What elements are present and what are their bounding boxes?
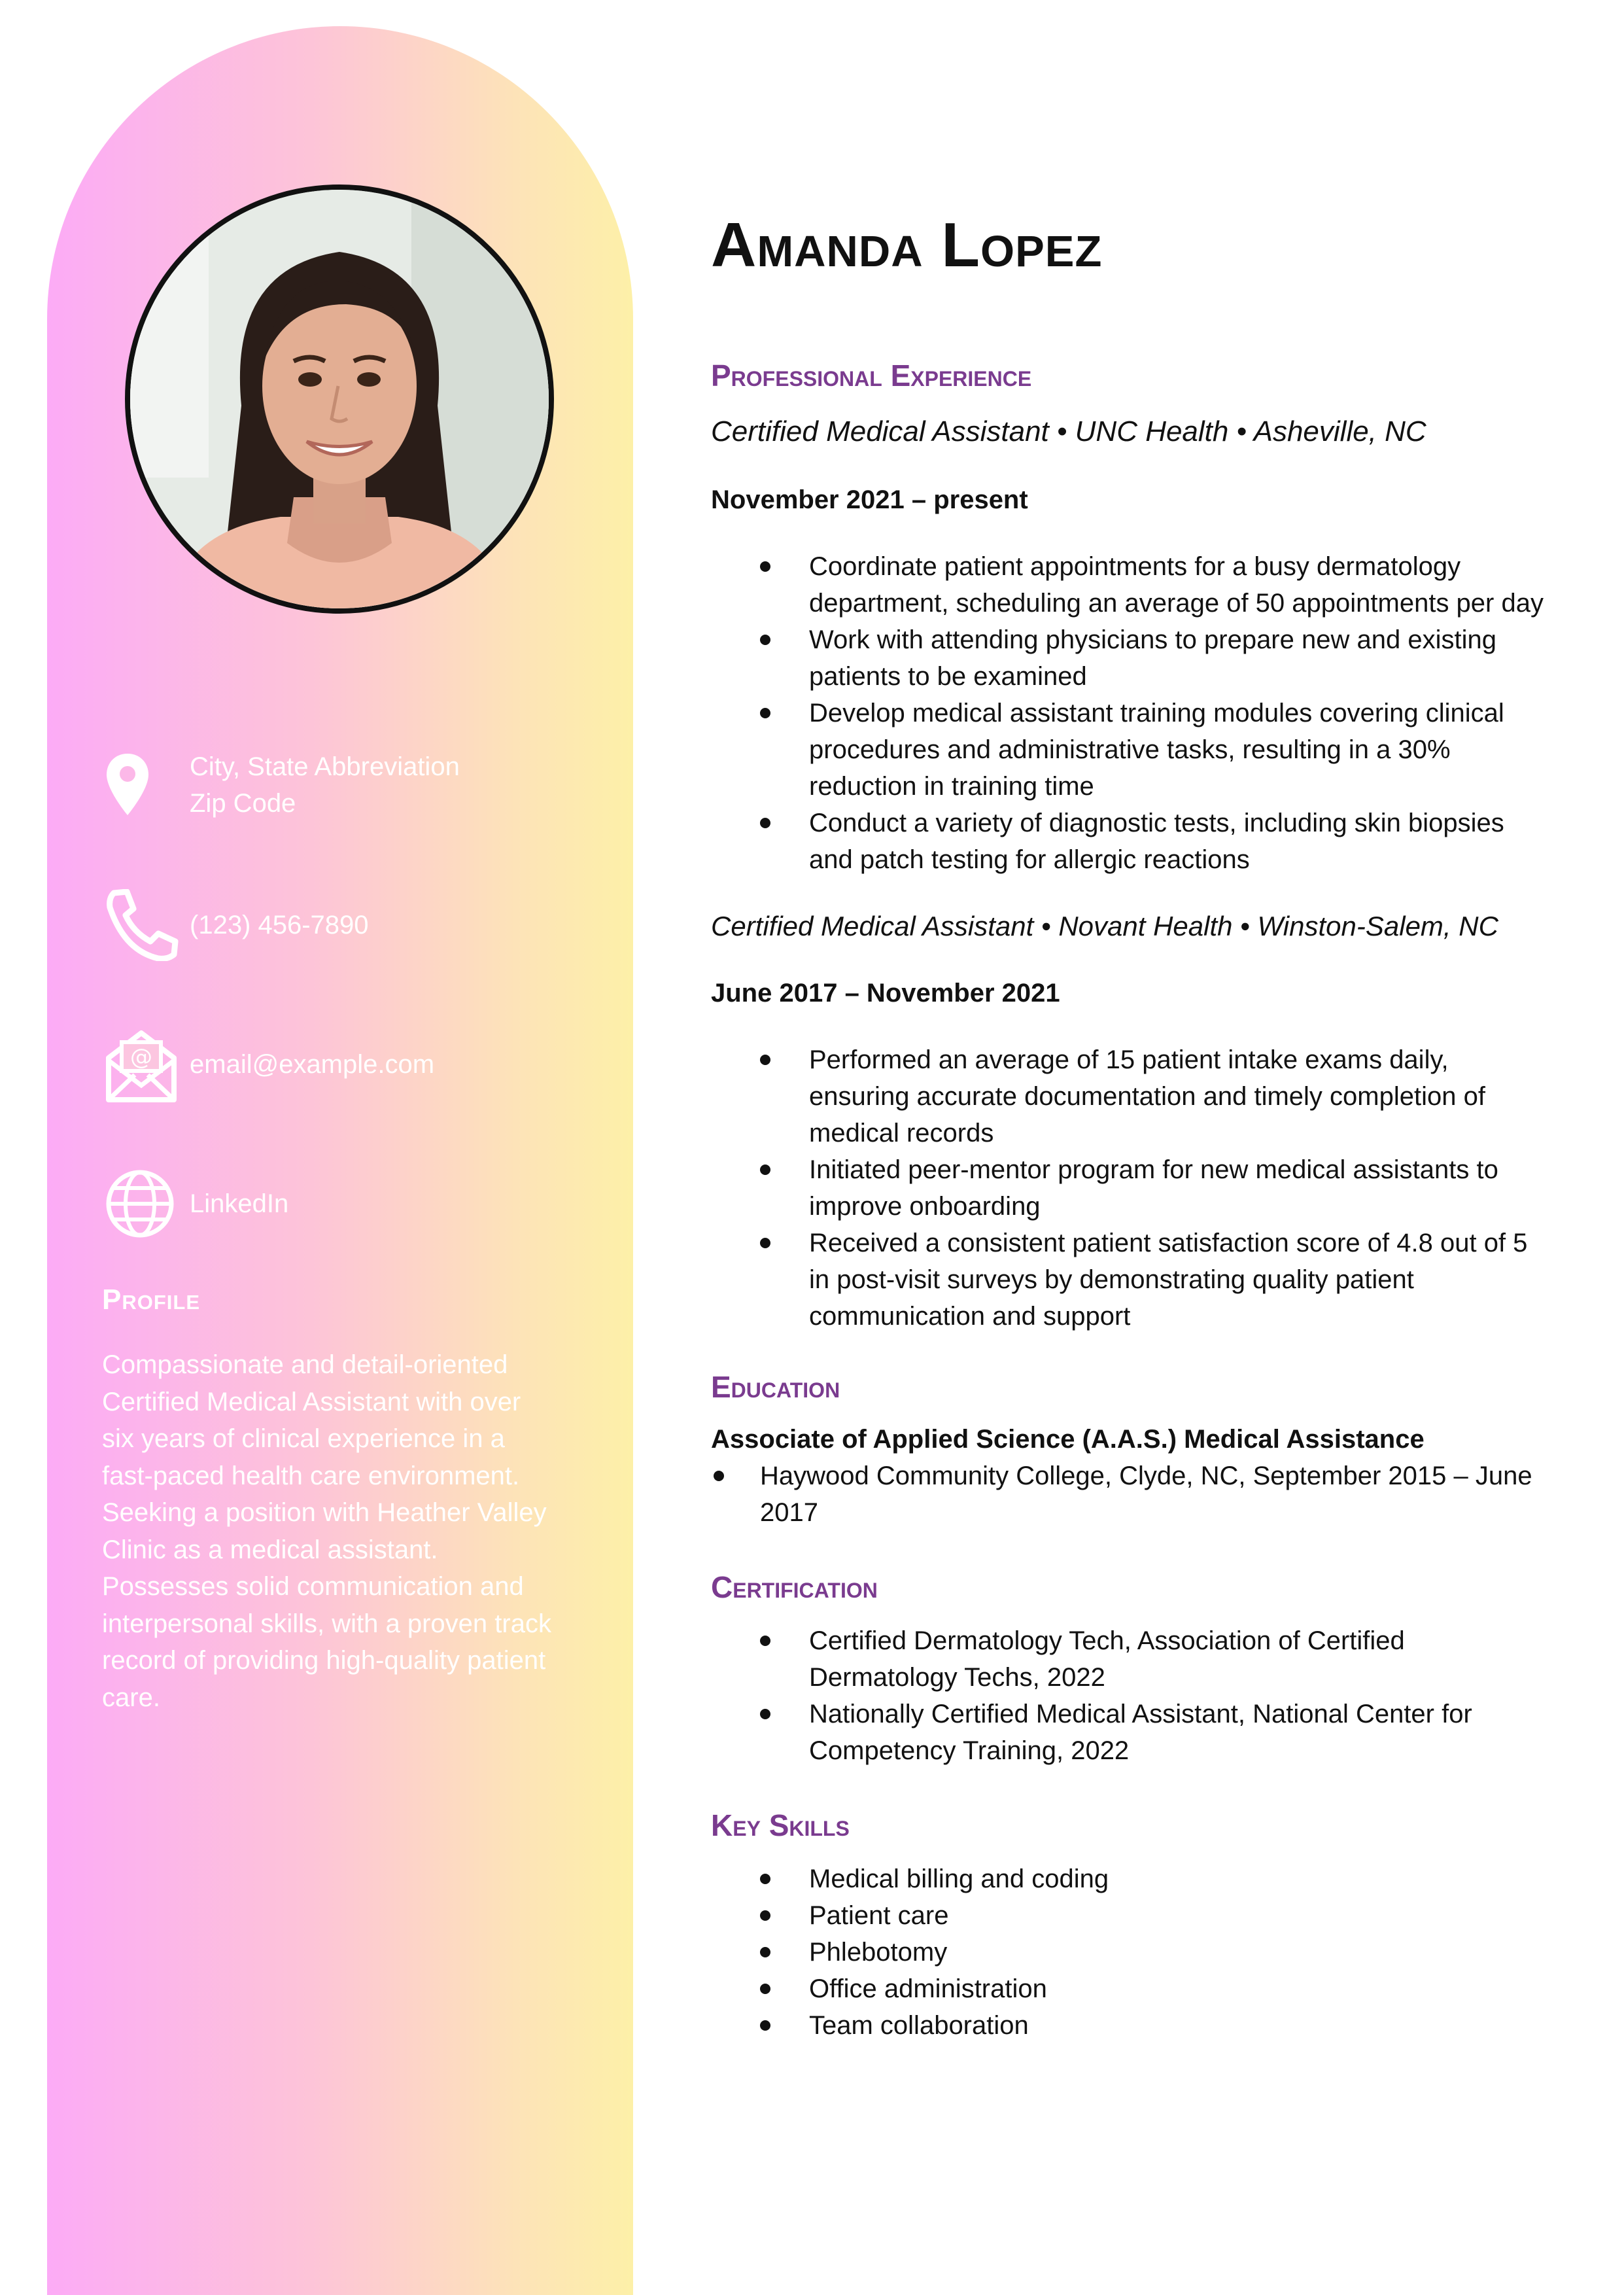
certification-bullets	[711, 1622, 1555, 1769]
contact-email	[105, 1025, 602, 1104]
list-item	[711, 1696, 1555, 1769]
phone-icon	[105, 886, 190, 964]
contact-phone	[105, 886, 602, 964]
bullet-text: Develop medical assistant training modules covering clinical procedures and administrative tasks, resulting in a 30% reduction in training time	[809, 699, 1504, 801]
bullet-text: Work with attending physicians to prepare new and existing patients to be examined	[809, 625, 1496, 691]
bullet-text: Patient care	[809, 1901, 949, 1930]
phone-text: (123) 456-7890	[190, 911, 369, 939]
contact-location	[105, 746, 602, 824]
profile-summary: Compassionate and detail-oriented Certified Medical Assistant with over six years of clinical experience in a fast-paced health care environment. Seeking a position with Heather Valley Clinic as a medical assistant. Possesses solid communication and interpersonal skills, with a proven track record of providing high-quality patient care.	[102, 1350, 551, 1712]
bullet-text: Received a consistent patient satisfaction score of 4.8 out of 5 in post-visit surveys by demonstrating quality patient communication and support	[809, 1229, 1528, 1331]
education-bullets	[711, 1458, 1555, 1531]
degree-title: Associate of Applied Science (A.A.S.) Medical Assistance	[711, 1425, 1425, 1454]
list-item	[711, 1151, 1555, 1225]
list-item	[711, 1897, 1555, 1934]
bullet-dot	[760, 1165, 770, 1175]
contact-linkedin	[105, 1165, 602, 1243]
portrait-illustration	[130, 190, 549, 608]
bullet-text: Performed an average of 15 patient intake exams daily, ensuring accurate documentation and timely completion of medical records	[809, 1045, 1485, 1148]
bullet-dot	[760, 1055, 770, 1065]
bullet-dot	[760, 1238, 770, 1248]
list-item	[711, 1458, 1555, 1531]
list-item	[711, 805, 1555, 878]
bullet-text: Team collaboration	[809, 2011, 1029, 2040]
job-title-1: Certified Medical Assistant • UNC Health • Asheville, NC	[711, 415, 1426, 447]
bullet-dot	[760, 1709, 770, 1719]
svg-text:@: @	[130, 1044, 152, 1070]
profile-photo	[125, 184, 554, 614]
bullet-dot	[760, 1984, 770, 1994]
bullet-dot	[760, 561, 770, 572]
list-item	[711, 1934, 1555, 1971]
list-item	[711, 1225, 1555, 1335]
certification-heading: Certification	[711, 1570, 878, 1604]
location-text: City, State Abbreviation Zip Code	[190, 752, 460, 818]
bullet-dot	[760, 708, 770, 718]
bullet-text: Phlebotomy	[809, 1938, 948, 1967]
job-1-bullets	[711, 548, 1555, 878]
linkedin-text[interactable]: LinkedIn	[190, 1189, 289, 1218]
job-2-bullets	[711, 1042, 1555, 1335]
education-heading: Education	[711, 1370, 840, 1404]
job-title-2: Certified Medical Assistant • Novant Health • Winston-Salem, NC	[711, 911, 1498, 941]
skills-bullets	[711, 1861, 1555, 2044]
job-dates-1: November 2021 – present	[711, 485, 1028, 514]
experience-heading: Professional Experience	[711, 359, 1032, 393]
skills-heading: Key Skills	[711, 1808, 850, 1842]
list-item	[711, 695, 1555, 805]
bullet-text: Certified Dermatology Tech, Association of Certified Dermatology Techs, 2022	[809, 1626, 1405, 1692]
bullet-text: Conduct a variety of diagnostic tests, including skin biopsies and patch testing for allergic reactions	[809, 809, 1504, 874]
list-item	[711, 1861, 1555, 1897]
list-item	[711, 622, 1555, 695]
bullet-text: Haywood Community College, Clyde, NC, September 2015 – June 2017	[760, 1462, 1532, 1527]
bullet-dot	[760, 635, 770, 645]
globe-icon	[105, 1165, 190, 1243]
bullet-dot	[760, 1947, 770, 1957]
bullet-dot	[760, 818, 770, 828]
list-item	[711, 1971, 1555, 2007]
bullet-dot	[760, 1636, 770, 1646]
candidate-name: Amanda Lopez	[711, 210, 1103, 280]
profile-heading: Profile	[102, 1284, 201, 1316]
bullet-dot	[760, 1910, 770, 1921]
email-text[interactable]: email@example.com	[190, 1050, 435, 1079]
envelope-icon	[105, 1025, 190, 1104]
list-item	[711, 1042, 1555, 1151]
bullet-text: Office administration	[809, 1974, 1047, 2003]
bullet-text: Nationally Certified Medical Assistant, National Center for Competency Training, 2022	[809, 1700, 1472, 1765]
bullet-dot	[760, 1874, 770, 1884]
list-item	[711, 2007, 1555, 2044]
list-item	[711, 1622, 1555, 1696]
list-item	[711, 548, 1555, 622]
bullet-dot	[714, 1471, 724, 1481]
bullet-dot	[760, 2020, 770, 2031]
main-column	[711, 196, 1555, 2044]
bullet-text: Initiated peer-mentor program for new medical assistants to improve onboarding	[809, 1155, 1498, 1221]
bullet-text: Medical billing and coding	[809, 1865, 1109, 1893]
bullet-text: Coordinate patient appointments for a busy dermatology department, scheduling an average of 50 appointments per day	[809, 552, 1544, 618]
job-dates-2: June 2017 – November 2021	[711, 979, 1060, 1007]
location-pin-icon	[105, 746, 190, 824]
